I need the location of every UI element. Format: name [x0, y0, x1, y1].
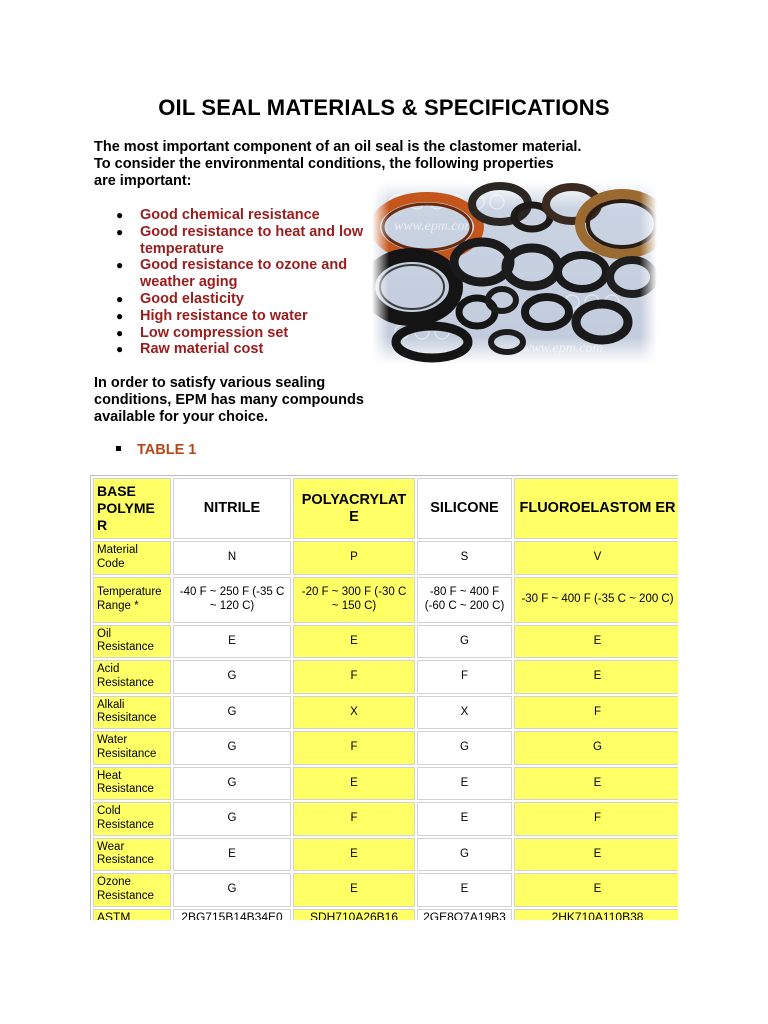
header-cell: BASE POLYME R [93, 478, 171, 539]
intro-line: To consider the environmental conditions, the following properties [94, 156, 554, 172]
row-label: Material Code [93, 541, 171, 575]
list-item [116, 341, 380, 358]
table-row [93, 541, 678, 575]
row-label: ASTM [93, 909, 171, 921]
table-cell: S [417, 541, 512, 575]
row-label: Cold Resistance [93, 802, 171, 836]
table-row [93, 660, 678, 694]
property-text: Raw material cost [140, 341, 264, 358]
table-cell: F [514, 802, 678, 836]
table-cell: G [173, 802, 291, 836]
table-cell: -40 F ~ 250 F (-35 C ~ 120 C) [173, 577, 291, 623]
property-text: Good elasticity [140, 290, 244, 307]
bullet-icon: ● [116, 308, 124, 323]
table-cell: 2HK710A110B38 [514, 909, 678, 921]
specifications-table [90, 475, 678, 920]
table-cell: F [514, 696, 678, 730]
table-row [93, 731, 678, 765]
intro-line: are important: [94, 173, 192, 189]
table-cell: N [173, 541, 291, 575]
table-cell: X [417, 696, 512, 730]
table-row [93, 838, 678, 872]
table-cell: E [514, 767, 678, 801]
table-cell: E [514, 838, 678, 872]
table-cell: SDH710A26B16 [293, 909, 415, 921]
table-label [116, 442, 196, 458]
bullet-icon: ● [116, 258, 124, 273]
bullet-icon: ● [116, 224, 124, 239]
epm-paragraph [94, 375, 394, 426]
bullet-icon: ● [116, 342, 124, 357]
table-row [93, 767, 678, 801]
list-item [116, 207, 380, 224]
table-cell: 2GE8O7A19B3 [417, 909, 512, 921]
table-row [93, 577, 678, 623]
bullet-icon: ● [116, 325, 124, 340]
table-cell: E [293, 767, 415, 801]
table-cell: F [293, 731, 415, 765]
table-cell: E [173, 625, 291, 659]
property-text: High resistance to water [140, 307, 308, 324]
table-container [90, 475, 678, 920]
property-text: Good resistance to ozone and weather aging [140, 257, 348, 291]
table-cell: G [514, 731, 678, 765]
table-row [93, 873, 678, 907]
table-cell: G [417, 731, 512, 765]
row-label: Wear Resistance [93, 838, 171, 872]
table-cell: F [417, 660, 512, 694]
table-cell: X [293, 696, 415, 730]
row-label: Ozone Resistance [93, 873, 171, 907]
table-row [93, 696, 678, 730]
list-item [116, 257, 380, 291]
epm-line: In order to satisfy various sealing [94, 375, 326, 391]
table-cell: E [514, 625, 678, 659]
header-cell: NITRILE [173, 478, 291, 539]
table-cell: E [293, 873, 415, 907]
row-label: Temperature Range * [93, 577, 171, 623]
table-cell: G [417, 838, 512, 872]
bullet-icon: ● [116, 208, 124, 222]
table-cell: E [417, 767, 512, 801]
list-item [116, 325, 380, 342]
property-text: Good chemical resistance [140, 207, 320, 223]
property-list [116, 207, 380, 358]
header-cell: POLYACRYLAT E [293, 478, 415, 539]
row-label: Acid Resistance [93, 660, 171, 694]
list-item [116, 291, 380, 308]
table-cell: E [293, 625, 415, 659]
table-cell: G [173, 660, 291, 694]
table-cell: E [173, 838, 291, 872]
property-text: Good resistance to heat and low temperature [140, 223, 364, 257]
intro-line: The most important component of an oil seal is the clastomer material. [94, 139, 582, 155]
table-row [93, 625, 678, 659]
table-cell: P [293, 541, 415, 575]
row-label: Water Resisitance [93, 731, 171, 765]
table-cell: -80 F ~ 400 F (-60 C ~ 200 C) [417, 577, 512, 623]
table-cell: V [514, 541, 678, 575]
table-cell: E [514, 873, 678, 907]
table-cell: E [514, 660, 678, 694]
property-text: Low compression set [140, 324, 289, 341]
epm-line: available for your choice. [94, 409, 269, 425]
square-bullet-icon [116, 446, 121, 451]
list-item [116, 308, 380, 325]
epm-line: conditions, EPM has many compounds [94, 392, 364, 408]
table-cell: F [293, 660, 415, 694]
row-label: Alkali Resisitance [93, 696, 171, 730]
table-cell: G [173, 731, 291, 765]
table-cell: -30 F ~ 400 F (-35 C ~ 200 C) [514, 577, 678, 623]
table-cell: -20 F ~ 300 F (-30 C ~ 150 C) [293, 577, 415, 623]
table-header-row [93, 478, 678, 539]
table-cell: E [417, 873, 512, 907]
table-cell: G [173, 873, 291, 907]
table-label-text: TABLE 1 [137, 442, 197, 458]
table-cell: G [173, 767, 291, 801]
row-label: Oil Resistance [93, 625, 171, 659]
table-cell: 2BG715B14B34E0 [173, 909, 291, 921]
table-cell: G [417, 625, 512, 659]
table-cell: E [293, 838, 415, 872]
oil-seals-photo [372, 182, 657, 364]
header-cell: FLUOROELASTOM ER [514, 478, 678, 539]
table-row [93, 802, 678, 836]
bullet-icon: ● [116, 291, 124, 306]
table-cell: E [417, 802, 512, 836]
header-cell: SILICONE [417, 478, 512, 539]
page-title: OIL SEAL MATERIALS & SPECIFICATIONS [158, 95, 610, 120]
list-item [116, 224, 380, 258]
row-label: Heat Resistance [93, 767, 171, 801]
table-cell: G [173, 696, 291, 730]
table-row [93, 909, 678, 921]
table-cell: F [293, 802, 415, 836]
